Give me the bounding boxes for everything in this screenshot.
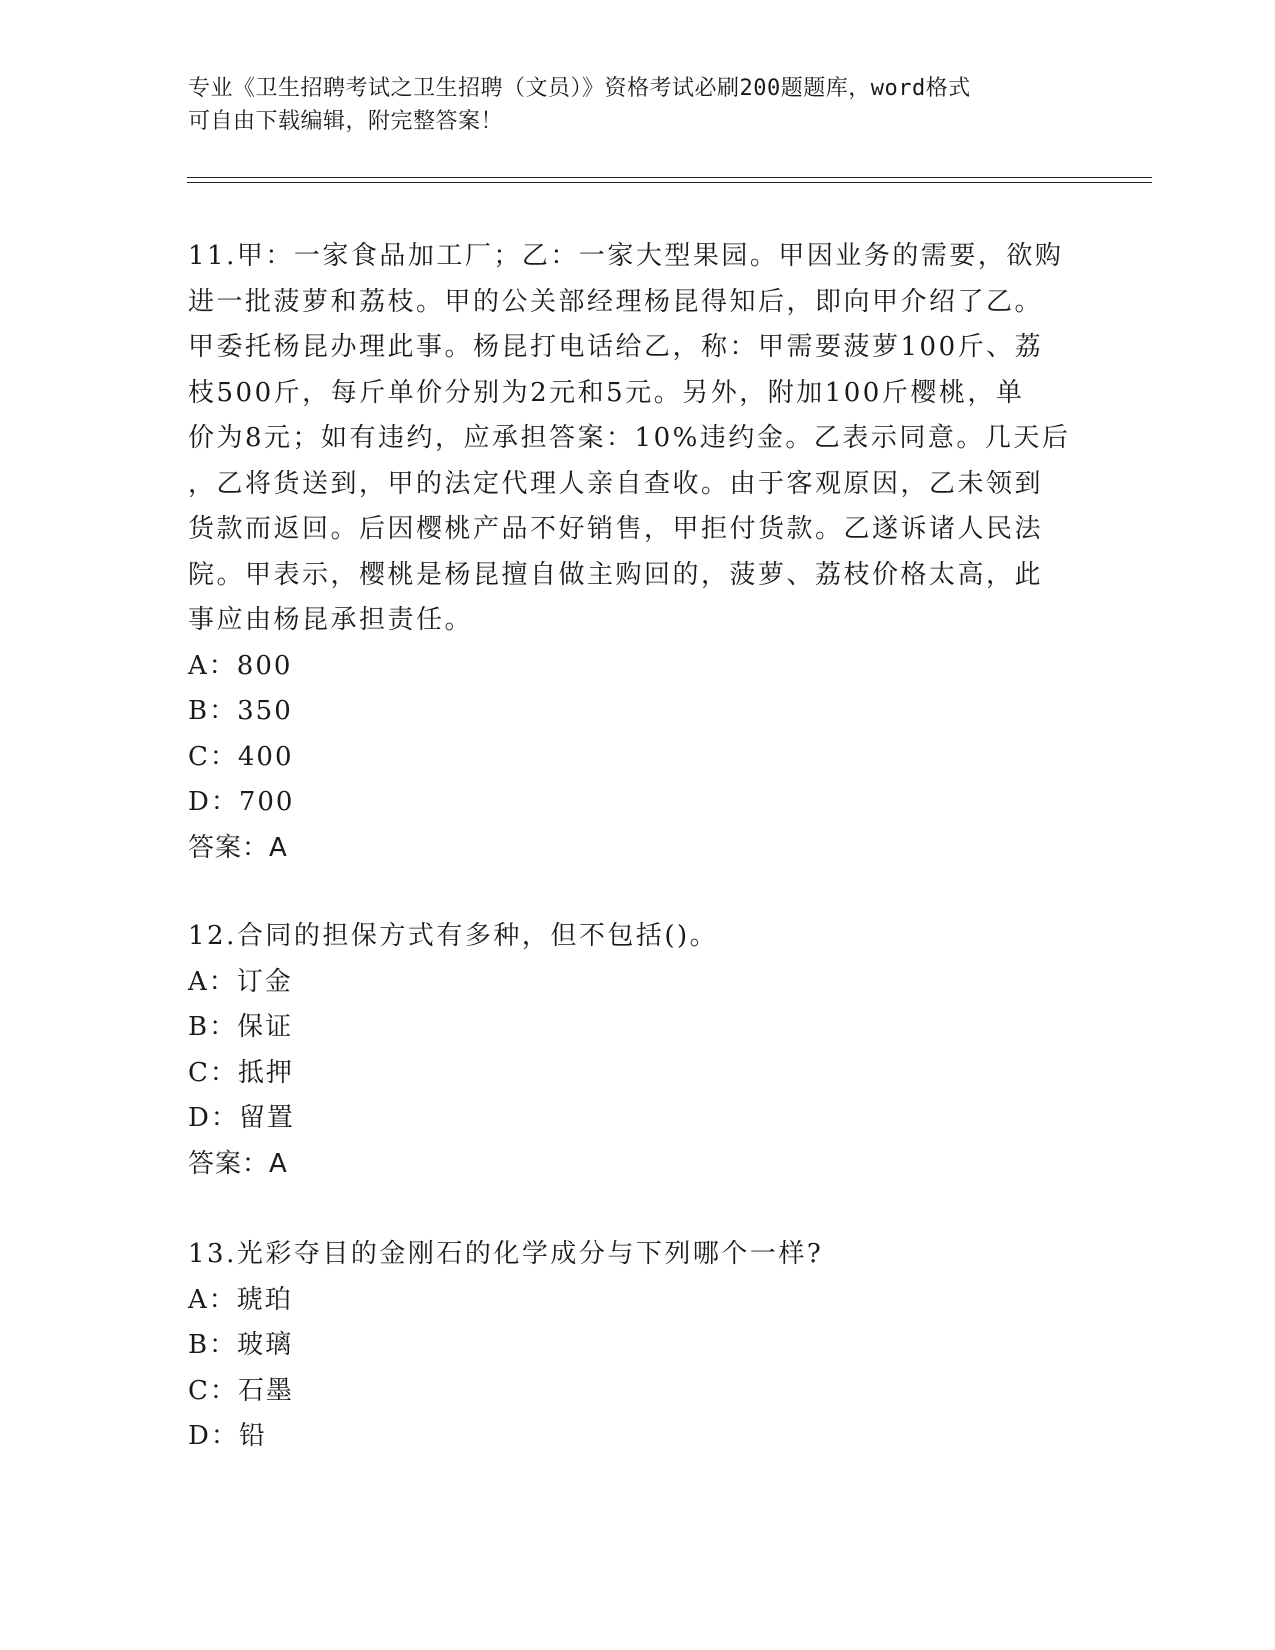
question-line: 价为8元；如有违约，应承担答案：10%违约金。乙表示同意。几天后 xyxy=(188,423,1071,453)
answer-line: 答案：A xyxy=(188,832,288,863)
option-b: B：保证 xyxy=(188,1012,294,1042)
option-c: C：400 xyxy=(188,741,294,772)
option-d: D：铅 xyxy=(188,1421,267,1451)
question-11 xyxy=(188,234,1088,871)
option-list xyxy=(188,960,1088,1142)
question-13 xyxy=(188,1232,1088,1460)
question-stem xyxy=(188,914,1088,960)
option-b: B：350 xyxy=(188,696,293,726)
question-line: 货款而返回。后因樱桃产品不好销售，甲拒付货款。乙遂诉诸人民法 xyxy=(188,514,1044,544)
question-line: 甲委托杨昆办理此事。杨昆打电话给乙，称：甲需要菠萝100斤、荔 xyxy=(188,332,1044,362)
question-line: 进一批菠萝和荔枝。甲的公关部经理杨昆得知后，即向甲介绍了乙。 xyxy=(188,286,1044,317)
question-line: 13.光彩夺目的金刚石的化学成分与下列哪个一样? xyxy=(188,1239,824,1269)
option-a: A：800 xyxy=(188,650,293,681)
question-line: 院。甲表示，樱桃是杨昆擅自做主购回的，菠萝、荔枝价格太高，此 xyxy=(188,559,1044,590)
option-c: C：石墨 xyxy=(188,1375,294,1406)
document-header xyxy=(188,72,1068,138)
question-line: 11.甲：一家食品加工厂；乙：一家大型果园。甲因业务的需要，欲购 xyxy=(188,241,1064,271)
header-divider-bottom xyxy=(187,182,1152,183)
answer-line: 答案：A xyxy=(188,1148,288,1179)
header-line-2: 可自由下载编辑，附完整答案！ xyxy=(188,109,504,134)
option-a: A：订金 xyxy=(188,966,293,997)
header-divider-top xyxy=(187,177,1152,178)
question-stem xyxy=(188,1232,1088,1278)
question-12 xyxy=(188,914,1088,1187)
question-stem xyxy=(188,234,1088,644)
option-c: C：抵押 xyxy=(188,1057,294,1088)
option-list xyxy=(188,1278,1088,1460)
question-line: 事应由杨昆承担责任。 xyxy=(188,605,474,635)
question-line: 12.合同的担保方式有多种，但不包括()。 xyxy=(188,921,719,951)
header-line-1: 专业《卫生招聘考试之卫生招聘（文员）》资格考试必刷200题题库，word格式 xyxy=(188,76,971,101)
question-line: ，乙将货送到，甲的法定代理人亲自查收。由于客观原因，乙未领到 xyxy=(188,468,1044,499)
option-list xyxy=(188,644,1088,826)
option-d: D：700 xyxy=(188,787,295,817)
question-line: 枝500斤，每斤单价分别为2元和5元。另外，附加100斤樱桃，单 xyxy=(188,377,1025,408)
option-b: B：玻璃 xyxy=(188,1330,294,1360)
option-a: A：琥珀 xyxy=(188,1284,293,1315)
option-d: D：留置 xyxy=(188,1103,295,1133)
